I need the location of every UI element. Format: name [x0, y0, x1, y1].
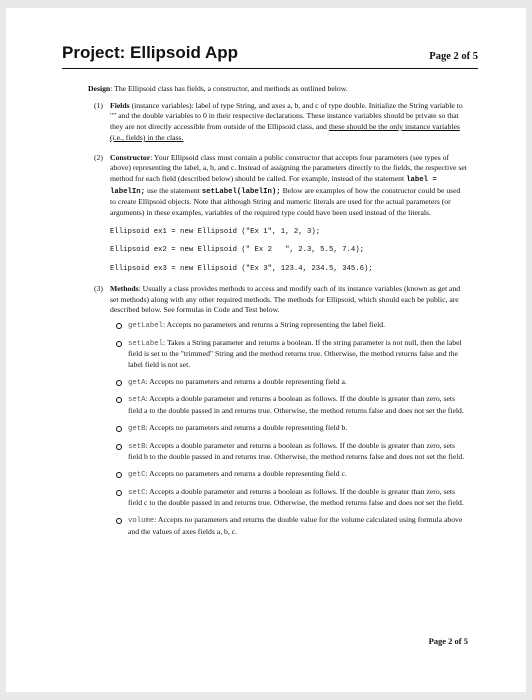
list-item — [116, 515, 468, 537]
fields-number: (1) — [94, 100, 103, 110]
constructor-text-2: use the statement — [145, 185, 202, 195]
method-description: : Accepts a double parameter and returns a boolean as follows. If the double is greater than zero, sets field a to the double passed in and returns true. Otherwise, the method returns false and does not set the field. — [128, 394, 464, 416]
method-description: : Accepts no parameters and returns the double value for the volume calculated using formula above and the values of axes fields a, b, c. — [128, 515, 463, 536]
method-description: : Accepts no parameters and returns a double representing field b. — [145, 422, 348, 432]
list-item — [116, 394, 468, 416]
list-item — [116, 469, 468, 481]
method-description: : Accepts no parameters and returns a double representing field c. — [145, 468, 347, 478]
method-name: getB — [128, 424, 146, 433]
method-name: volume — [128, 517, 155, 526]
constructor-label: Constructor — [110, 152, 151, 162]
methods-list — [110, 320, 468, 538]
list-item — [116, 423, 468, 435]
method-name: setC — [128, 488, 146, 497]
method-description: : Accepts no parameters and returns a double representing field a. — [145, 376, 347, 386]
fields-section — [94, 101, 468, 144]
method-description: : Accepts no parameters and returns a String representing the label field. — [163, 319, 386, 329]
constructor-number: (2) — [94, 152, 103, 162]
design-paragraph — [88, 84, 468, 95]
constructor-text-1: : Your Ellipsoid class must contain a public constructor that accepts four parameters (see types of above) representing the label, a, b, and c. Instead of assigning the parameters directly to the fields, the respective set method for each field (described below) should be called. For example, instead of the statement — [110, 152, 467, 183]
method-description: : Accepts a double parameter and returns a boolean as follows. If the double is greater than zero, sets field c to the double passed in and returns true. Otherwise, the method returns false and does not set the field. — [128, 486, 464, 508]
constructor-example-2: Ellipsoid ex2 = new Ellipsoid (" Ex 2 ", 2.3, 5.5, 7.4); — [110, 246, 364, 255]
fields-underlined-text: these should be the only instance variables (i.e., fields) in the class. — [110, 122, 460, 142]
method-name: getC — [128, 470, 146, 479]
method-name: getA — [128, 378, 146, 387]
bullet-icon — [116, 380, 122, 386]
page-number-bottom: Page 2 of 5 — [428, 636, 468, 646]
page-number-top: Page 2 of 5 — [429, 51, 478, 62]
bullet-icon — [116, 472, 122, 478]
method-description: : Takes a String parameter and returns a boolean. If the string parameter is not null, then the label field is set to the "trimmed" String and the method returns true. Otherwise, the method returns false and the label field is not set. — [128, 337, 462, 370]
document-page — [6, 8, 526, 692]
bullet-icon — [116, 426, 122, 432]
list-item — [116, 441, 468, 463]
document-content — [88, 84, 468, 547]
method-name: getLabel — [128, 321, 164, 330]
methods-intro: : Usually a class provides methods to access and modify each of its instance variables (known as get and set methods) along with any other required methods. The methods for Ellipsoid, which should each be public, are described below. See formulas in Code and Test below. — [110, 283, 461, 315]
list-item — [116, 377, 468, 389]
list-item — [116, 320, 468, 332]
method-description: : Accepts a double parameter and returns a boolean as follows. If the double is greater than zero, sets field b to the double passed in and returns true. Otherwise, the method returns false and does not set the field. — [128, 440, 465, 462]
methods-label: Methods — [110, 283, 139, 293]
design-text: : The Ellipsoid class has fields, a constructor, and methods as outlined below. — [110, 84, 348, 93]
list-item — [116, 487, 468, 509]
constructor-section — [94, 153, 468, 275]
method-name: setB — [128, 442, 146, 451]
constructor-text-3: Below are examples of how the constructor could be used to create Ellipsoid objects. Note that although String and numeric literals are used for the actual parameters (or arguments) in these examples, variables of the required type could have been used instead of the literals. — [110, 185, 461, 218]
fields-label: Fields — [110, 100, 130, 110]
methods-number: (3) — [94, 283, 103, 293]
constructor-code-1: label = labelIn; — [110, 175, 437, 196]
constructor-code-2: setLabel(labelIn); — [201, 187, 281, 196]
bullet-icon — [116, 490, 122, 496]
list-item — [116, 338, 468, 371]
method-name: setA — [128, 396, 146, 405]
bullet-icon — [116, 341, 122, 347]
fields-text: (instance variables): label of type String, and axes a, b, and c of type double. Initialize the String variable to "" and the double variables to 0 in their respective declarations. These instance variables should be private so that they are not directly accessible from outside of the Ellipsoid class, and — [110, 100, 463, 132]
bullet-icon — [116, 518, 122, 524]
bullet-icon — [116, 444, 122, 450]
constructor-example-1: Ellipsoid ex1 = new Ellipsoid ("Ex 1", 1, 2, 3); — [110, 227, 321, 236]
method-name: setLabel — [128, 339, 164, 348]
bullet-icon — [116, 323, 122, 329]
viewer-bottom-strip — [0, 692, 532, 700]
constructor-example-3: Ellipsoid ex3 = new Ellipsoid ("Ex 3", 123.4, 234.5, 345.6); — [110, 265, 373, 274]
page-header — [62, 38, 478, 69]
page-title: Project: Ellipsoid App — [62, 43, 238, 62]
bullet-icon — [116, 397, 122, 403]
design-label: Design — [88, 84, 111, 93]
methods-section — [94, 284, 468, 538]
